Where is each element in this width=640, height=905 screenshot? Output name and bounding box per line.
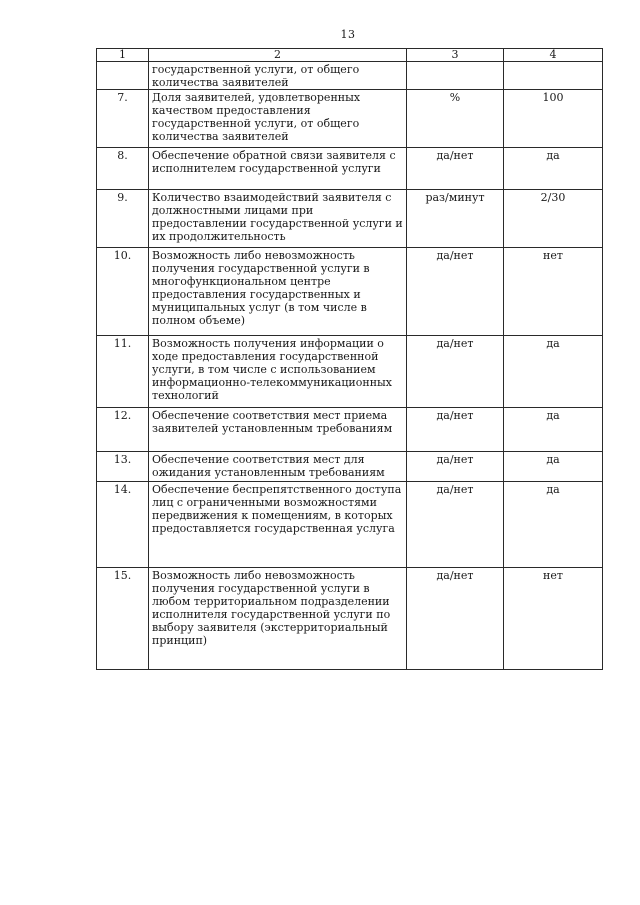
row-value — [504, 62, 603, 90]
row-value: да — [504, 336, 603, 408]
row-unit: да/нет — [407, 248, 504, 336]
row-value: 2/30 — [504, 190, 603, 248]
row-number: 15. — [97, 568, 149, 670]
row-value: нет — [504, 568, 603, 670]
row-number: 14. — [97, 482, 149, 568]
row-description: Возможность либо невозможность получения государственной услуги в любом территориальном подразделении исполнителя государственной услуги по выбору заявителя (экстерриториальный принцип) — [149, 568, 407, 670]
row-description: Доля заявителей, удовлетворенных качеством предоставления государственной услуги, от общего количества заявителей — [149, 90, 407, 148]
indicators-table — [96, 48, 603, 670]
row-description: Возможность либо невозможность получения государственной услуги в многофункциональном центре предоставления государственных и муниципальных услуг (в том числе в полном объеме) — [149, 248, 407, 336]
row-description: Обеспечение соответствия мест приема заявителей установленным требованиям — [149, 408, 407, 452]
row-number: 9. — [97, 190, 149, 248]
row-number: 12. — [97, 408, 149, 452]
table-row — [97, 90, 603, 148]
row-value: да — [504, 482, 603, 568]
row-number: 13. — [97, 452, 149, 482]
row-number: 11. — [97, 336, 149, 408]
row-unit: да/нет — [407, 452, 504, 482]
header-cell-3: 3 — [407, 49, 504, 62]
row-unit: да/нет — [407, 408, 504, 452]
row-unit: да/нет — [407, 148, 504, 190]
row-value: 100 — [504, 90, 603, 148]
row-unit — [407, 62, 504, 90]
table-row — [97, 148, 603, 190]
row-number — [97, 62, 149, 90]
table-row — [97, 482, 603, 568]
header-cell-4: 4 — [504, 49, 603, 62]
row-value: да — [504, 408, 603, 452]
table-row — [97, 452, 603, 482]
row-unit: да/нет — [407, 568, 504, 670]
row-unit: раз/минут — [407, 190, 504, 248]
row-description: Количество взаимодействий заявителя с должностными лицами при предоставлении государственной услуги и их продолжительность — [149, 190, 407, 248]
row-unit: % — [407, 90, 504, 148]
row-value: да — [504, 452, 603, 482]
row-description: государственной услуги, от общего количества заявителей — [149, 62, 407, 90]
table-row — [97, 248, 603, 336]
table-row — [97, 62, 603, 90]
table-row — [97, 568, 603, 670]
row-description: Обеспечение обратной связи заявителя с исполнителем государственной услуги — [149, 148, 407, 190]
row-number: 8. — [97, 148, 149, 190]
row-value: да — [504, 148, 603, 190]
row-unit: да/нет — [407, 482, 504, 568]
header-cell-2: 2 — [149, 49, 407, 62]
row-number: 10. — [97, 248, 149, 336]
row-description: Обеспечение соответствия мест для ожидания установленным требованиям — [149, 452, 407, 482]
table-header-row — [97, 49, 603, 62]
row-number: 7. — [97, 90, 149, 148]
row-description: Обеспечение беспрепятственного доступа лиц с ограниченными возможностями передвижения к помещениям, в которых предоставляется государственная услуга — [149, 482, 407, 568]
row-unit: да/нет — [407, 336, 504, 408]
header-cell-1: 1 — [97, 49, 149, 62]
row-value: нет — [504, 248, 603, 336]
row-description: Возможность получения информации о ходе предоставления государственной услуги, в том числе с использованием информационно-телекоммуникационных технологий — [149, 336, 407, 408]
table-row — [97, 190, 603, 248]
table-row — [97, 336, 603, 408]
page-number: 13 — [340, 28, 356, 41]
table-row — [97, 408, 603, 452]
